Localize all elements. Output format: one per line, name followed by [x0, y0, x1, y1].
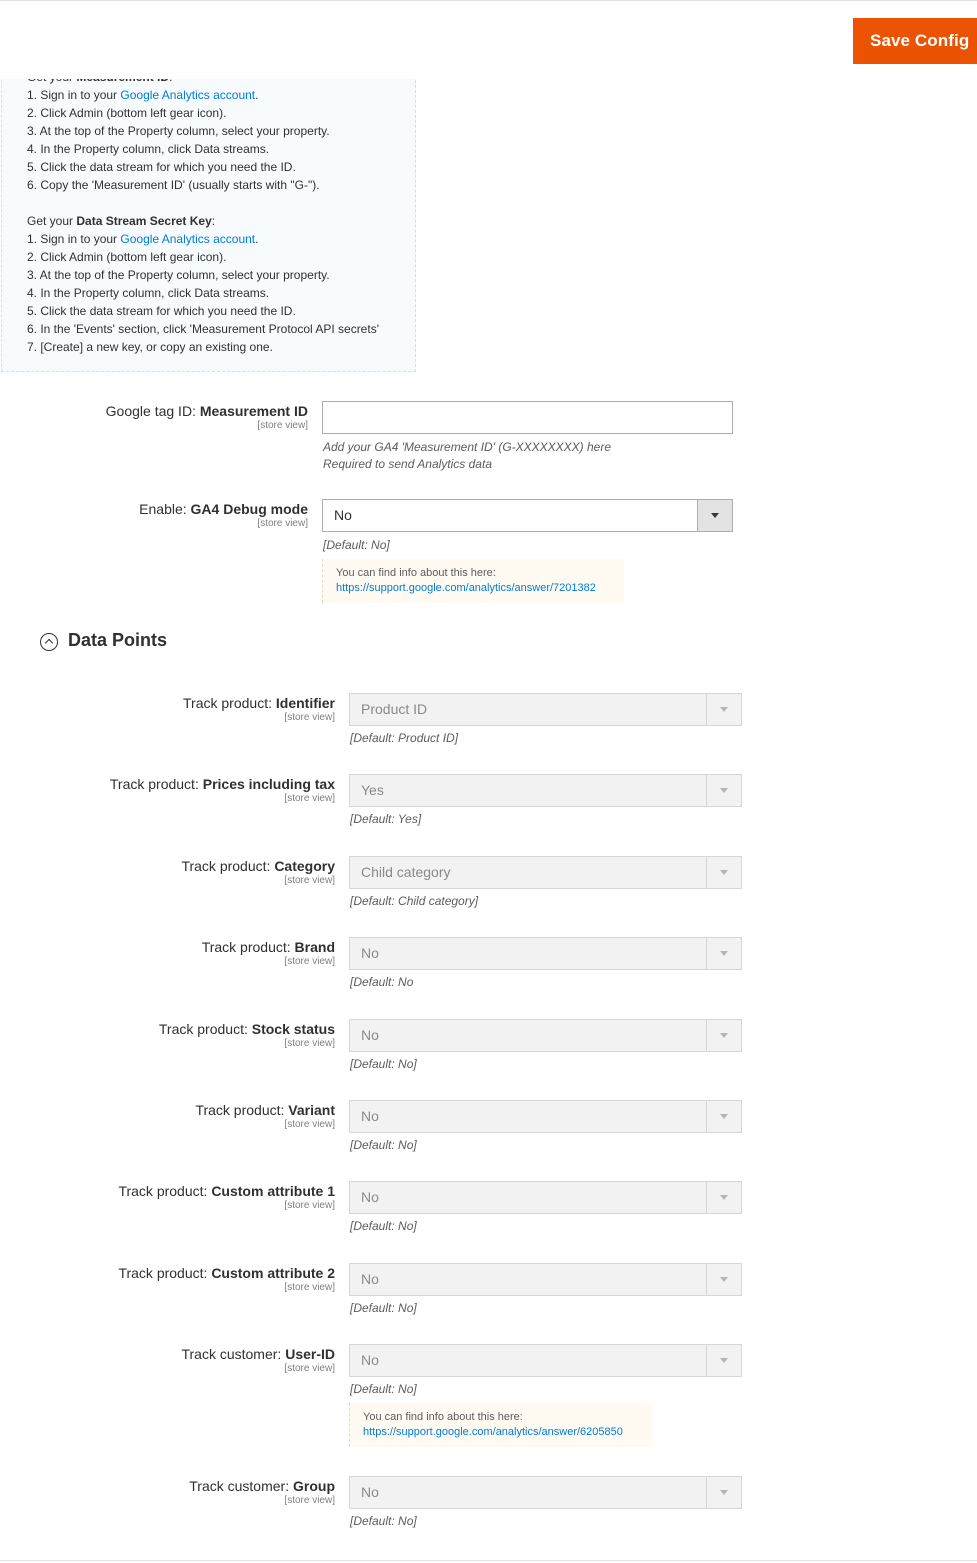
secret-intro: Get your Data Stream Secret Key:	[27, 214, 216, 228]
data-point-label: Track product: Brand [store view]	[60, 938, 335, 968]
debug-mode-select[interactable]: No	[322, 499, 733, 532]
chevron-down-icon	[720, 1195, 728, 1200]
debug-mode-label: Enable: GA4 Debug mode [store view]	[60, 500, 308, 530]
page-actions-bar	[0, 0, 977, 79]
scope-label: [store view]	[284, 1363, 335, 1374]
scope-label: [store view]	[284, 793, 335, 804]
debug-help-link[interactable]: https://support.google.com/analytics/answer/7201382	[336, 582, 596, 594]
default-value-note: [Default: Yes]	[350, 812, 422, 826]
data-point-label: Track product: Custom attribute 1 [store view]	[60, 1182, 335, 1212]
data-point-select[interactable]: No	[349, 1263, 742, 1296]
data-point-select[interactable]: No	[349, 1181, 742, 1214]
default-value-note: [Default: No]	[350, 1514, 417, 1528]
default-value-note: [Default: No]	[350, 1301, 417, 1315]
scope-label: [store view]	[284, 1038, 335, 1049]
chevron-down-icon	[720, 1358, 728, 1363]
instruction-step: 5. Click the data stream for which you need the ID.	[27, 304, 296, 318]
chevron-down-icon	[720, 951, 728, 956]
secret-steps	[27, 230, 415, 356]
instruction-step: 3. At the top of the Property column, select your property.	[27, 268, 330, 282]
chevron-down-icon	[720, 1033, 728, 1038]
chevron-down-icon	[720, 707, 728, 712]
measurement-id-note: Add your GA4 'Measurement ID' (G-XXXXXXXX) here Required to send Analytics data	[323, 440, 612, 471]
collapse-icon	[40, 633, 58, 651]
chevron-down-icon	[711, 513, 719, 518]
instruction-step: 4. In the Property column, click Data streams.	[27, 286, 270, 300]
default-value-note: [Default: No]	[350, 1382, 417, 1396]
data-point-label: Track product: Prices including tax [store view]	[60, 775, 335, 805]
debug-mode-tip: You can find info about this here: https://support.google.com/analytics/answer/7201382	[322, 559, 624, 603]
default-value-note: [Default: No]	[350, 1057, 417, 1071]
divider	[0, 1560, 977, 1561]
scope-label: [store view]	[257, 420, 308, 431]
data-point-label: Track product: Stock status [store view]	[60, 1020, 335, 1050]
instruction-step: 1. Sign in to your Google Analytics account.	[27, 88, 259, 102]
measurement-steps	[27, 86, 415, 194]
data-point-label: Track product: Variant [store view]	[60, 1101, 335, 1131]
data-point-select[interactable]: Yes	[349, 774, 742, 807]
user-id-help-link[interactable]: https://support.google.com/analytics/answer/6205850	[363, 1426, 623, 1438]
scope-label: [store view]	[257, 518, 308, 529]
google-analytics-account-link[interactable]: Google Analytics account	[120, 232, 256, 246]
instruction-step: 7. [Create] a new key, or copy an existing one.	[27, 340, 273, 354]
default-value-note: [Default: Child category]	[350, 894, 479, 908]
data-point-select[interactable]: No	[349, 937, 742, 970]
data-point-label: Track product: Identifier [store view]	[60, 694, 335, 724]
instruction-step: 2. Click Admin (bottom left gear icon).	[27, 106, 227, 120]
data-point-select[interactable]: No	[349, 1344, 742, 1377]
debug-mode-default: [Default: No]	[323, 538, 390, 552]
scope-label: [store view]	[284, 1282, 335, 1293]
scope-label: [store view]	[284, 1495, 335, 1506]
section-title: Data Points	[68, 630, 168, 650]
data-point-label: Track product: Category [store view]	[60, 857, 335, 887]
scope-label: [store view]	[284, 1119, 335, 1130]
data-point-label: Track product: Custom attribute 2 [store view]	[60, 1264, 335, 1294]
instruction-step: 5. Click the data stream for which you need the ID.	[27, 160, 296, 174]
data-point-select[interactable]: No	[349, 1100, 742, 1133]
data-point-select[interactable]: No	[349, 1476, 742, 1509]
instruction-step: 3. At the top of the Property column, select your property.	[27, 124, 330, 138]
user-id-tip: You can find info about this here: https://support.google.com/analytics/answer/6205850	[349, 1403, 653, 1447]
data-point-label: Track customer: User-ID [store view]	[60, 1345, 335, 1375]
measurement-id-input[interactable]	[322, 401, 733, 434]
default-value-note: [Default: Product ID]	[350, 731, 459, 745]
data-point-select[interactable]: No	[349, 1019, 742, 1052]
instruction-step: 1. Sign in to your Google Analytics account.	[27, 232, 259, 246]
data-point-select[interactable]: Product ID	[349, 693, 742, 726]
data-point-select[interactable]: Child category	[349, 856, 742, 889]
default-value-note: [Default: No]	[350, 1138, 417, 1152]
google-analytics-account-link[interactable]: Google Analytics account	[120, 88, 256, 102]
default-value-note: [Default: No	[350, 975, 414, 989]
setup-instructions	[1, 60, 416, 372]
chevron-down-icon	[720, 1114, 728, 1119]
scope-label: [store view]	[284, 712, 335, 723]
measurement-id-label: Google tag ID: Measurement ID [store view]	[60, 402, 308, 432]
instruction-step: 6. In the 'Events' section, click 'Measurement Protocol API secrets'	[27, 322, 379, 336]
chevron-down-icon	[720, 870, 728, 875]
instruction-step: 6. Copy the 'Measurement ID' (usually starts with "G-").	[27, 178, 320, 192]
scope-label: [store view]	[284, 875, 335, 886]
scope-label: [store view]	[284, 956, 335, 967]
chevron-down-icon	[720, 1277, 728, 1282]
data-point-label: Track customer: Group [store view]	[60, 1477, 335, 1507]
instruction-step: 2. Click Admin (bottom left gear icon).	[27, 250, 227, 264]
chevron-down-icon	[720, 1490, 728, 1495]
instruction-step: 4. In the Property column, click Data streams.	[27, 142, 270, 156]
default-value-note: [Default: No]	[350, 1219, 417, 1233]
chevron-down-icon	[720, 788, 728, 793]
scope-label: [store view]	[284, 1200, 335, 1211]
save-config-button[interactable]: Save Config	[853, 18, 977, 64]
